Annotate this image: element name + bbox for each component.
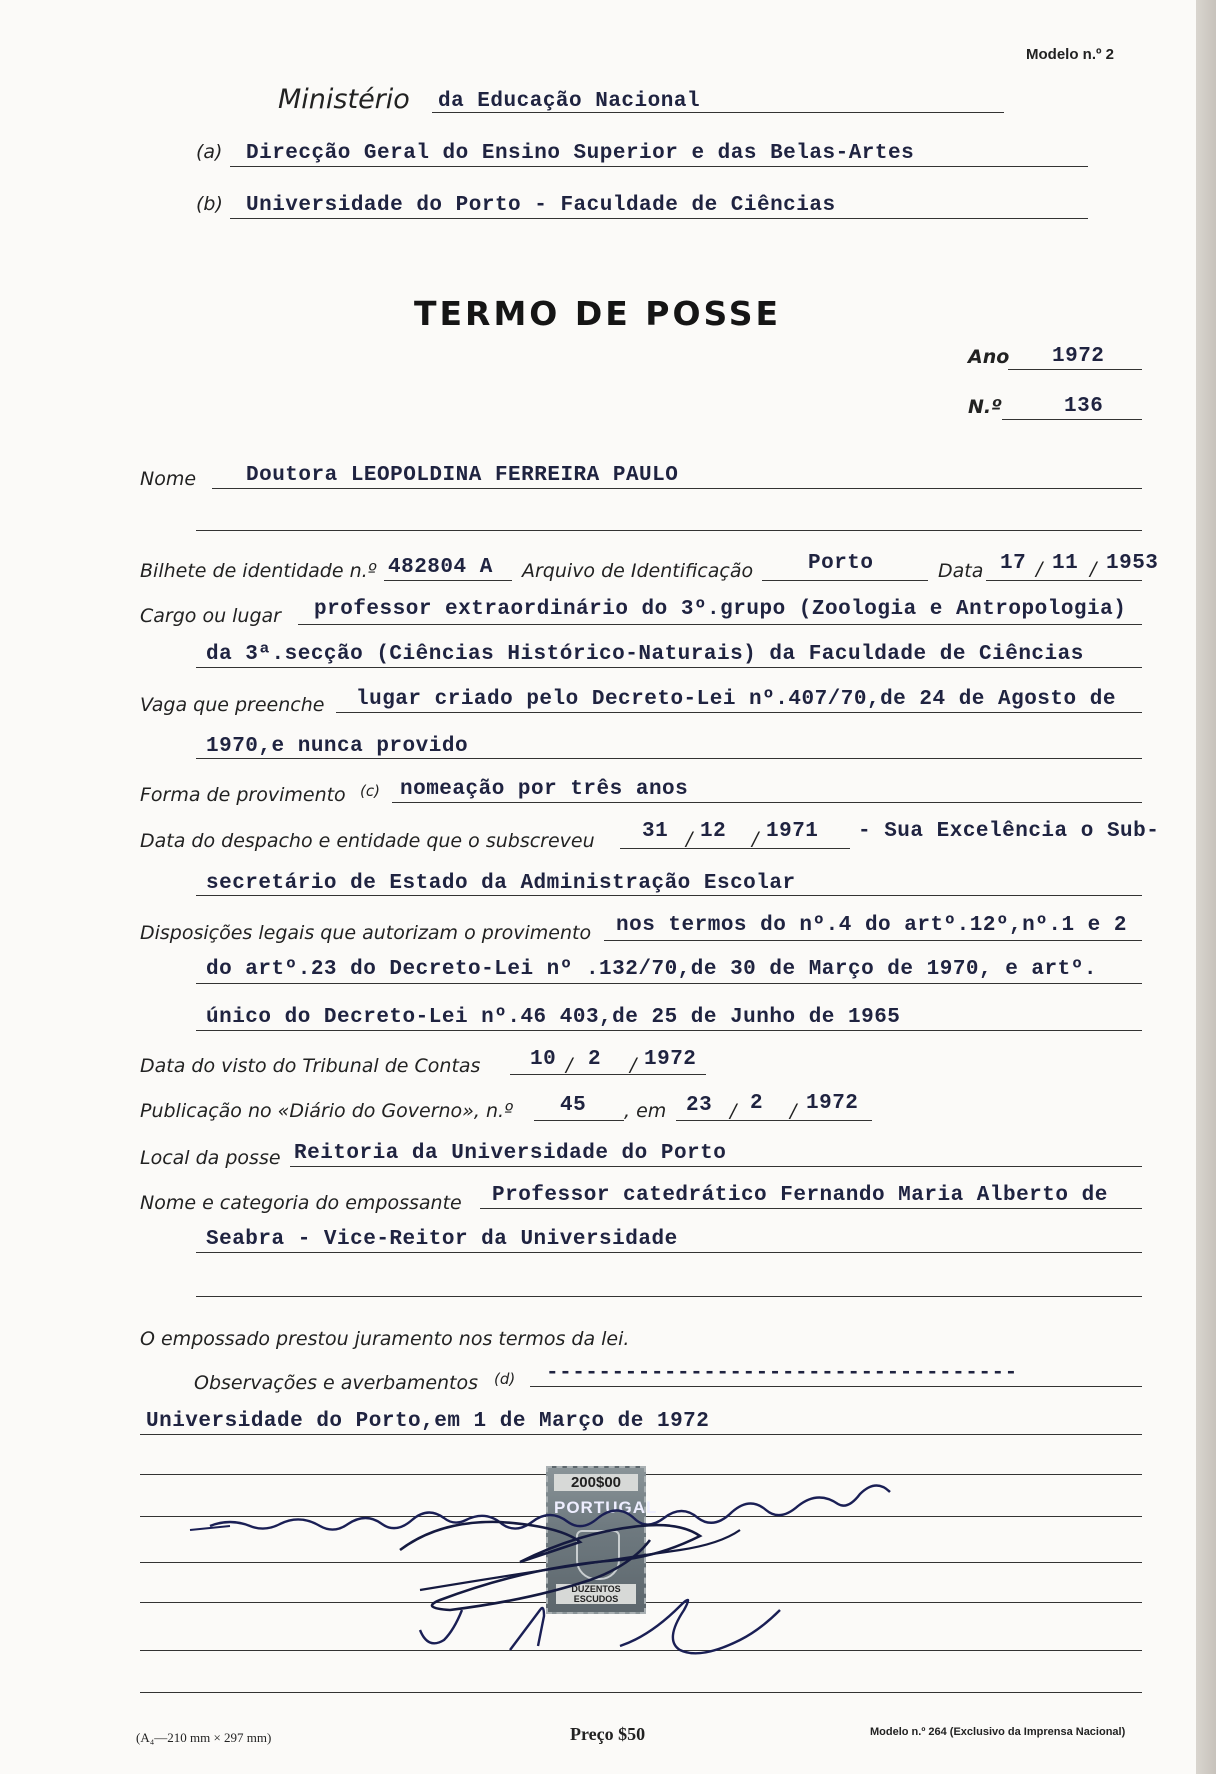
nome-label: Nome: [140, 468, 197, 490]
cargo-line2: da 3ª.secção (Ciências Histórico-Naturais) da Faculdade de Ciências: [206, 643, 1084, 666]
empossante-line2: Seabra - Vice-Reitor da Universidade: [206, 1228, 678, 1251]
bilhete-label: Bilhete de identidade n.º: [140, 560, 377, 582]
vaga-line-2: [196, 758, 1142, 759]
nome-line-2: [196, 530, 1142, 531]
despacho-line-2: [196, 895, 1142, 896]
document-title: TERMO DE POSSE: [414, 294, 782, 333]
local-data-text: Universidade do Porto,em 1 de Março de 1972: [146, 1410, 710, 1433]
nome-value: Doutora LEOPOLDINA FERREIRA PAULO: [246, 464, 679, 487]
despacho-day: 31: [642, 820, 669, 843]
juramento-text: O empossado prestou juramento nos termos da lei.: [140, 1328, 630, 1350]
handwritten-signatures: [180, 1470, 1100, 1680]
bilhete-year: 1953: [1106, 552, 1159, 575]
direccao-mark: (a): [196, 141, 223, 163]
bilhete-line: [384, 580, 512, 581]
universidade-value: Universidade do Porto - Faculdade de Ciências: [246, 194, 836, 217]
bilhete-data-label: Data: [938, 560, 984, 582]
ano-line: [1008, 369, 1142, 370]
disposicoes-label: Disposições legais que autorizam o provimento: [140, 922, 592, 944]
numero-line: [1002, 419, 1142, 420]
direccao-line: [230, 166, 1088, 167]
vaga-line2: 1970,e nunca provido: [206, 735, 469, 758]
despacho-year: 1971: [766, 820, 819, 843]
empossante-line-2: [196, 1252, 1142, 1253]
vaga-label: Vaga que preenche: [140, 694, 325, 716]
arquivo-value: Porto: [808, 552, 874, 575]
blank-line-6: [140, 1692, 1142, 1693]
forma-label: Forma de provimento: [140, 784, 346, 806]
cargo-label: Cargo ou lugar: [140, 605, 281, 627]
despacho-label: Data do despacho e entidade que o subscreveu: [140, 830, 595, 852]
publicacao-day: 23: [686, 1094, 713, 1117]
numero-value: 136: [1064, 395, 1104, 418]
local-line: [290, 1166, 1142, 1167]
publicacao-label: Publicação no «Diário do Governo», n.º: [140, 1100, 514, 1122]
arquivo-line: [762, 580, 928, 581]
observacoes-label: Observações e averbamentos: [194, 1372, 479, 1394]
stamp-words: DUZENTOS ESCUDOS: [556, 1584, 636, 1604]
nome-line: [212, 488, 1142, 489]
ministerio-label: Ministério: [278, 84, 410, 115]
numero-label: N.º: [968, 396, 1002, 418]
publicacao-year: 1972: [806, 1092, 859, 1115]
ministerio-value: da Educação Nacional: [438, 90, 701, 113]
disposicoes-line-3: [196, 1030, 1142, 1031]
despacho-date-line: [620, 848, 850, 849]
disposicoes-line3: único do Decreto-Lei nº.46 403,de 25 de Junho de 1965: [206, 1006, 901, 1029]
forma-line: [392, 802, 1142, 803]
observacoes-mark: (d): [494, 1370, 516, 1388]
visto-label: Data do visto do Tribunal de Contas: [140, 1055, 481, 1077]
universidade-mark: (b): [196, 193, 223, 215]
empossante-line-3: [196, 1296, 1142, 1297]
disposicoes-line1: nos termos do nº.4 do artº.12º,nº.1 e 2: [616, 914, 1127, 937]
disposicoes-line-2: [196, 983, 1142, 984]
ministerio-line: [432, 112, 1004, 113]
universidade-line: [230, 218, 1088, 219]
bilhete-data-line: [986, 580, 1142, 581]
cargo-line: [298, 624, 1142, 625]
empossante-line: [480, 1208, 1142, 1209]
observacoes-line: [530, 1386, 1142, 1387]
footer-paper-size: (A₄—210 mm × 297 mm): [136, 1730, 272, 1745]
cargo-line1: professor extraordinário do 3º.grupo (Zoologia e Antropologia): [314, 598, 1127, 621]
visto-year: 1972: [644, 1048, 697, 1071]
disposicoes-line: [604, 940, 1142, 941]
despacho-line2: secretário de Estado da Administração Escolar: [206, 872, 796, 895]
arquivo-label: Arquivo de Identificação: [522, 560, 754, 582]
page-edge: [1196, 0, 1216, 1774]
publicacao-number: 45: [560, 1094, 587, 1117]
publicacao-date-line: [676, 1120, 872, 1121]
footer-model: Modelo n.º 264 (Exclusivo da Imprensa Nacional): [870, 1726, 1126, 1738]
publicacao-month: 2: [750, 1092, 764, 1115]
bilhete-month: 11: [1052, 552, 1079, 575]
bilhete-value: 482804 A: [388, 556, 493, 579]
local-label: Local da posse: [140, 1147, 281, 1169]
forma-value: nomeação por três anos: [400, 778, 689, 801]
stamp-country: PORTUGAL: [554, 1498, 658, 1517]
footer-price: Preço $50: [570, 1724, 646, 1744]
stamp-value: 200$00: [554, 1474, 638, 1491]
vaga-line1: lugar criado pelo Decreto-Lei nº.407/70,de 24 de Agosto de: [356, 688, 1116, 711]
publicacao-em-label: , em: [624, 1100, 667, 1122]
publicacao-number-line: [534, 1120, 624, 1121]
observacoes-value: ------------------------------------: [546, 1362, 1018, 1385]
forma-mark: (c): [360, 782, 380, 800]
local-data-line: [140, 1434, 1142, 1435]
ano-label: Ano: [968, 346, 1010, 368]
visto-month: 2: [588, 1048, 602, 1071]
despacho-line1: - Sua Excelência o Sub-: [858, 820, 1160, 843]
empossante-label: Nome e categoria do empossante: [140, 1192, 462, 1214]
bilhete-day: 17: [1000, 552, 1027, 575]
local-value: Reitoria da Universidade do Porto: [294, 1142, 727, 1165]
disposicoes-line2: do artº.23 do Decreto-Lei nº .132/70,de 30 de Março de 1970, e artº.: [206, 958, 1097, 981]
empossante-line1: Professor catedrático Fernando Maria Alberto de: [492, 1184, 1108, 1207]
cargo-line-2: [196, 667, 1142, 668]
despacho-month: 12: [700, 820, 727, 843]
vaga-line: [336, 712, 1142, 713]
visto-day: 10: [530, 1048, 557, 1071]
document-page: Modelo n.º 2 Ministério da Educação Nacional (a) Direcção Geral do Ensino Superior e das Belas-Artes (b) Universidade do Porto - Faculdade de Ciências TERMO DE POSSE Ano 1972 N.º 136 Nome Doutora LEOPOLDINA FERREIRA PAULO Bilhete de identidade n.º 482804 A Arquivo de Identificação Porto Data 17 / 11 / 1953 Cargo ou lugar professor extraordinário do 3º.grupo (Zoologia e Antropologia) da 3ª.secção (Ciências Histórico-Naturais) da Faculdade de Ciências Vaga que preenche lugar criado pelo Decreto-Lei nº.407/70,de 24 de Agosto de 1970,e nunca provido Forma de provimento (c) nomeação por três anos Data do despacho e entidade que o subscreveu 31 / 12 / 1971 - Sua Excelência o Sub- secretário de Estado da Administração Escolar Disposições legais que autorizam o provimento nos termos do nº.4 do artº.12º,nº.1 e 2 do artº.23 do Decreto-Lei nº .132/70,de 30 de Março de 1970, e artº. único do Decreto-Lei nº.46 403,de 25 de Junho de 1965 Data do visto do Tribunal de Contas 10 / 2 / 1972 Publicação no «Diário do Governo», n.º 45 , em 23 / 2 / 1972 Local da posse Reitoria da Universidade do Porto Nome e categoria do empossante Professor catedrático Fernando Maria Alberto de Seabra - Vice-Reitor da Universidade O empossado prestou juramento nos termos da lei. Observações e averbamentos (d) ------------------------------------ Universidade do Porto,em 1 de Março de 1972 200$00 PORTUGAL DUZENTOS ESCUDOS (A₄—210 mm × 297 mm) Preço $50 Modelo n.º 264 (Exclusivo da Imprensa Nacional): [0, 0, 1196, 1774]
direccao-value: Direcção Geral do Ensino Superior e das Belas-Artes: [246, 142, 915, 165]
ano-value: 1972: [1052, 345, 1105, 368]
visto-line: [510, 1074, 706, 1075]
modelo-number: Modelo n.º 2: [1026, 46, 1114, 63]
